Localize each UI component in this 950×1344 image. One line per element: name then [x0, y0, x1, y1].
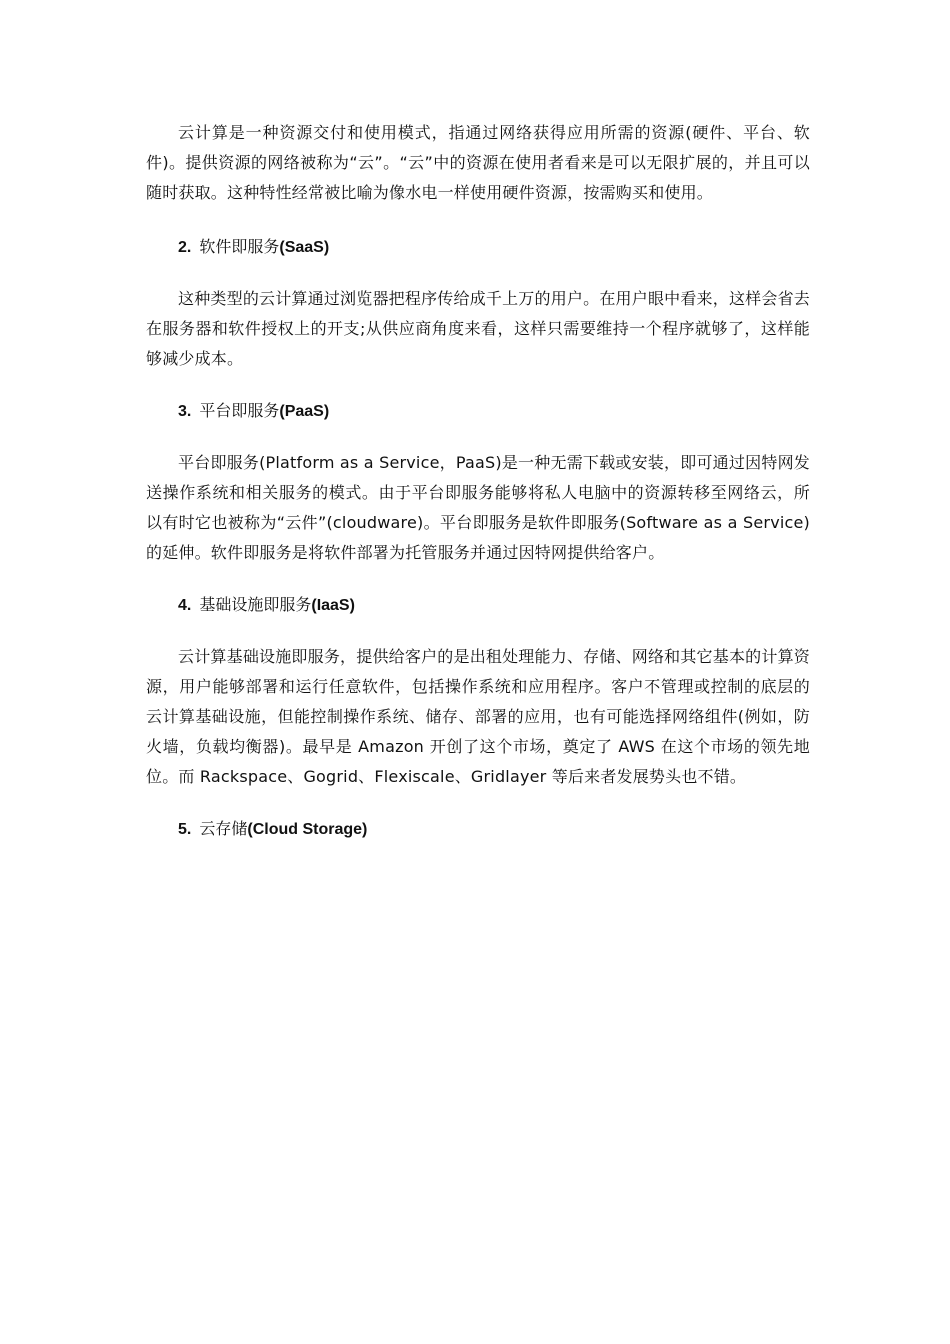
section-abbr: (Cloud Storage)	[247, 821, 368, 838]
section-number: 3.	[178, 403, 192, 420]
section-number: 2.	[178, 239, 192, 256]
section-abbr: (PaaS)	[279, 403, 330, 420]
section-title: 软件即服务	[199, 237, 280, 256]
section-heading-cloud-storage	[178, 817, 367, 842]
section-abbr: (SaaS)	[279, 239, 330, 256]
section-heading-iaas	[178, 593, 355, 618]
section-number: 4.	[178, 597, 192, 614]
section-title: 基础设施即服务	[199, 595, 312, 614]
section-heading-saas	[178, 235, 329, 260]
section-abbr: (IaaS)	[311, 597, 355, 614]
section-title: 平台即服务	[199, 401, 280, 420]
iaas-paragraph: 云计算基础设施即服务，提供给客户的是出租处理能力、存储、网络和其它基本的计算资源，用户能够部署和运行任意软件，包括操作系统和应用程序。客户不管理或控制的底层的云计算基础设施，但能控制操作系统、储存、部署的应用，也有可能选择网络组件(例如，防火墙，负载均衡器)。最早是 Amazon 开创了这个市场，奠定了 AWS 在这个市场的领先地位。而 Rackspace、Gogrid、Flexiscale、Gridlayer 等后来者发展势头也不错。	[146, 647, 810, 786]
saas-paragraph: 这种类型的云计算通过浏览器把程序传给成千上万的用户。在用户眼中看来，这样会省去在服务器和软件授权上的开支;从供应商角度来看，这样只需要维持一个程序就够了，这样能够减少成本。	[146, 289, 810, 368]
section-title: 云存储	[199, 819, 248, 838]
paas-paragraph: 平台即服务(Platform as a Service，PaaS)是一种无需下载或安装，即可通过因特网发送操作系统和相关服务的模式。由于平台即服务能够将私人电脑中的资源转移至网络云，所以有时它也被称为“云件”(cloudware)。平台即服务是软件即服务(Software as a Service)的延伸。软件即服务是将软件部署为托管服务并通过因特网提供给客户。	[146, 453, 810, 562]
section-heading-paas	[178, 399, 329, 424]
section-number: 5.	[178, 821, 192, 838]
intro-paragraph: 云计算是一种资源交付和使用模式，指通过网络获得应用所需的资源(硬件、平台、软件)。提供资源的网络被称为“云”。“云”中的资源在使用者看来是可以无限扩展的，并且可以随时获取。这种特性经常被比喻为像水电一样使用硬件资源，按需购买和使用。	[146, 123, 810, 202]
